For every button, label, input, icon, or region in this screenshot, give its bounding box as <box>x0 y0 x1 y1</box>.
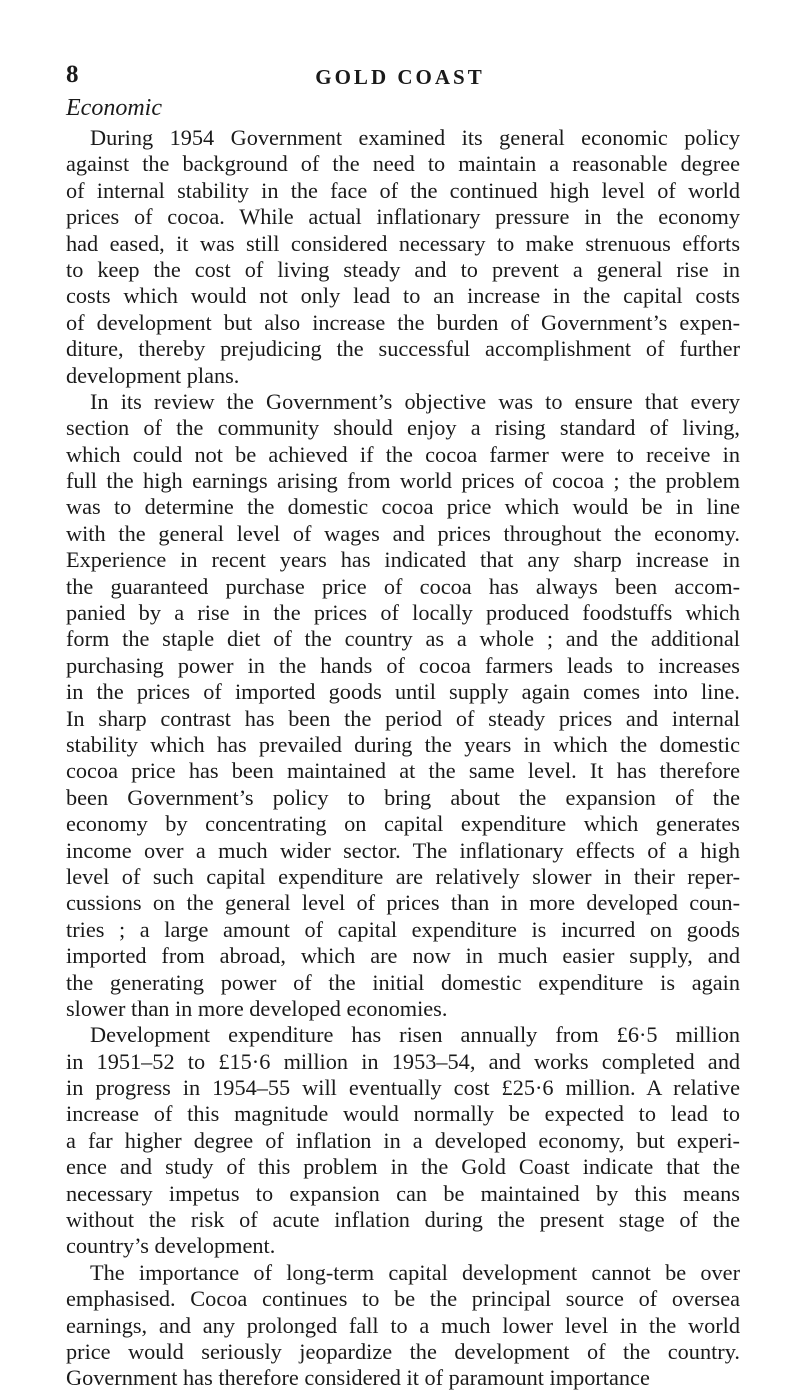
text-line: cussions on the general level of prices than in more developed coun- <box>66 890 740 916</box>
text-line: price would seriously jeopardize the development of the country. <box>66 1338 740 1364</box>
text-line: necessary impetus to expansion can be maintained by this means <box>66 1180 740 1206</box>
text-line: costs which would not only lead to an increase in the capital costs <box>66 283 740 309</box>
text-line: in the prices of imported goods until supply again comes into line. <box>66 679 740 705</box>
text-line: a far higher degree of inflation in a developed economy, but experi- <box>66 1127 740 1153</box>
text-line: economy by concentrating on capital expenditure which generates <box>66 811 740 837</box>
text-line: with the general level of wages and prices throughout the economy. <box>66 520 740 546</box>
text-line: in progress in 1954–55 will eventually cost £25·6 million. A relative <box>66 1075 740 1101</box>
text-line: in 1951–52 to £15·6 million in 1953–54, and works completed and <box>66 1048 740 1074</box>
text-line: diture, thereby prejudicing the successful accomplishment of further <box>66 336 740 362</box>
paragraph <box>66 1260 740 1392</box>
running-title: GOLD COAST <box>315 65 485 89</box>
text-line: the generating power of the initial domestic expenditure is again <box>66 969 740 995</box>
text-line: earnings, and any prolonged fall to a much lower level in the world <box>66 1312 740 1338</box>
text-line: full the high earnings arising from world prices of cocoa ; the problem <box>66 468 740 494</box>
paragraph <box>66 125 740 389</box>
text-line: panied by a rise in the prices of locally produced foodstuffs which <box>66 600 740 626</box>
text-line: Experience in recent years has indicated that any sharp increase in <box>66 547 740 573</box>
text-line: ence and study of this problem in the Gold Coast indicate that the <box>66 1154 740 1180</box>
text-line: slower than in more developed economies. <box>66 995 448 1021</box>
text-line: against the background of the need to maintain a reasonable degree <box>66 151 740 177</box>
text-line: income over a much wider sector. The inflationary effects of a high <box>66 837 740 863</box>
text-line: prices of cocoa. While actual inflationary pressure in the economy <box>66 204 740 230</box>
text-line: been Government’s policy to bring about the expansion of the <box>66 784 740 810</box>
text-line: which could not be achieved if the cocoa farmer were to receive in <box>66 441 740 467</box>
paragraph <box>66 1022 740 1260</box>
text-line: stability which has prevailed during the years in which the domestic <box>66 731 740 757</box>
text-line: the guaranteed purchase price of cocoa has always been accom- <box>66 573 740 599</box>
text-line: country’s development. <box>66 1233 276 1259</box>
text-line: increase of this magnitude would normally be expected to lead to <box>66 1101 740 1127</box>
text-line: cocoa price has been maintained at the same level. It has therefore <box>66 758 740 784</box>
text-line: section of the community should enjoy a rising standard of living, <box>66 415 740 441</box>
text-line: without the risk of acute inflation during the present stage of the <box>66 1207 740 1233</box>
text-line: In sharp contrast has been the period of steady prices and internal <box>66 705 740 731</box>
text-line: The importance of long-term capital development cannot be over <box>90 1259 740 1285</box>
text-line: level of such capital expenditure are relatively slower in their reper- <box>66 863 740 889</box>
text-line: of development but also increase the burden of Government’s expen- <box>66 309 740 335</box>
text-line: of internal stability in the face of the continued high level of world <box>66 177 740 203</box>
text-line: Government has therefore considered it of paramount importance <box>66 1365 650 1391</box>
text-line: purchasing power in the hands of cocoa farmers leads to increases <box>66 652 740 678</box>
text-line: development plans. <box>66 362 240 388</box>
page-number: 8 <box>66 61 79 88</box>
paragraph <box>66 389 740 1022</box>
text-line: had eased, it was still considered necessary to make strenuous efforts <box>66 230 740 256</box>
text-line: emphasised. Cocoa continues to be the principal source of oversea <box>66 1286 740 1312</box>
body-text <box>66 125 740 1392</box>
text-line: imported from abroad, which are now in much easier supply, and <box>66 943 740 969</box>
text-line: Development expenditure has risen annually from £6·5 million <box>90 1022 740 1048</box>
text-line: tries ; a large amount of capital expenditure is incurred on goods <box>66 916 740 942</box>
text-line: was to determine the domestic cocoa price which would be in line <box>66 494 740 520</box>
text-line: In its review the Government’s objective was to ensure that every <box>90 388 740 414</box>
text-line: to keep the cost of living steady and to prevent a general rise in <box>66 256 740 282</box>
text-line: form the staple diet of the country as a whole ; and the additional <box>66 626 740 652</box>
section-heading: Economic <box>66 95 162 121</box>
text-line: During 1954 Government examined its general economic policy <box>90 125 740 150</box>
